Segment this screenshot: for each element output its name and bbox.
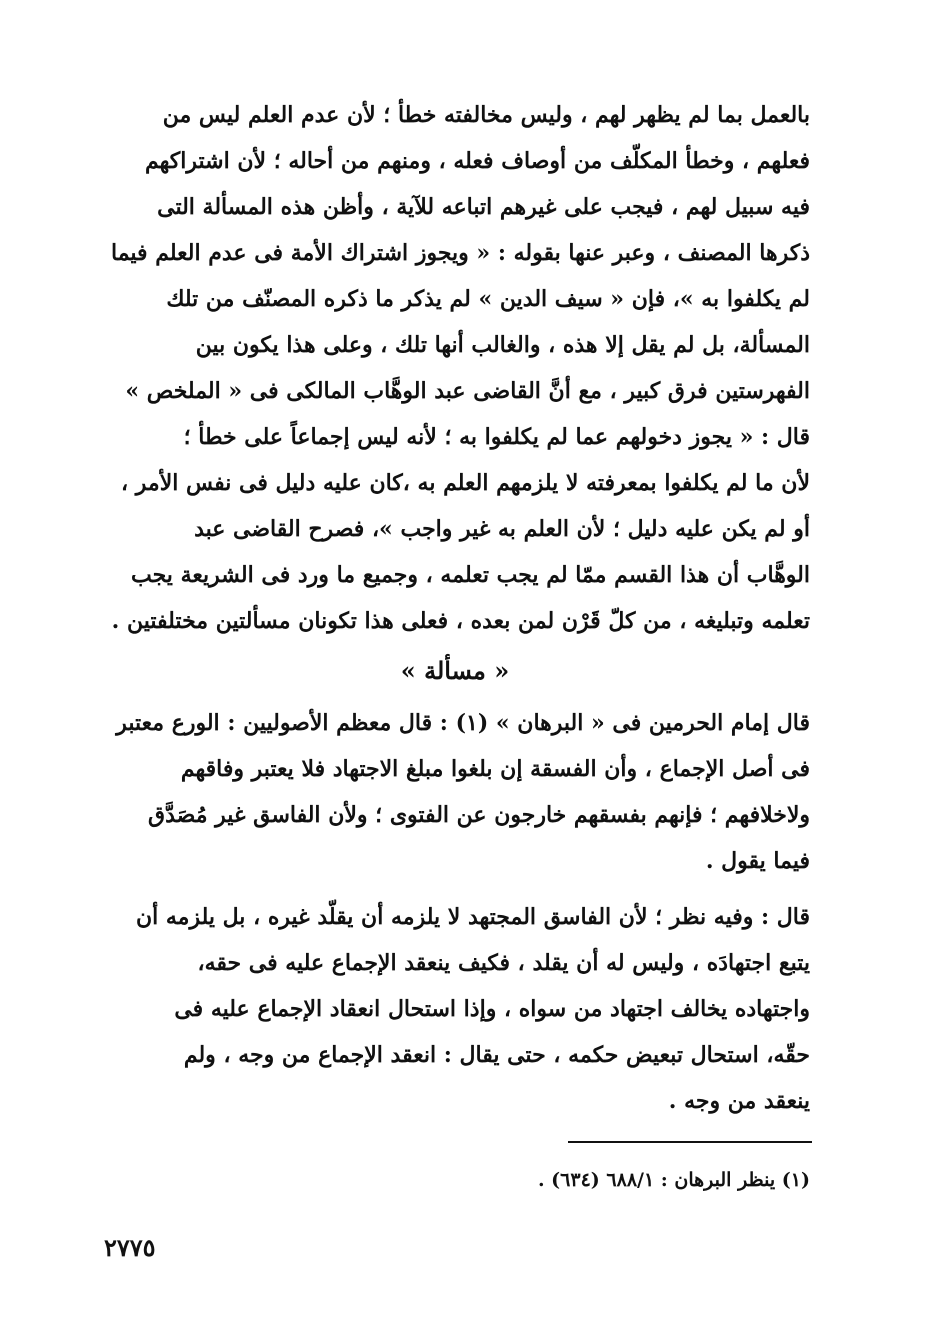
text-line: حقّه، استحال تبعيض حكمه ، حتى يقال : انعقد الإجماع من وجه ، ولم	[183, 1042, 810, 1068]
text-line: قال : وفيه نظر ؛ لأن الفاسق المجتهد لا يلزمه أن يقلّد غيره ، بل يلزمه أن	[135, 904, 810, 930]
text-line: قال : « يجوز دخولهم عما لم يكلفوا به ؛ لأنه ليس إجماعاً على خطأ ؛	[183, 424, 810, 450]
text-line: فيه سبيل لهم ، فيجب على غيرهم اتباعه للآية ، وأظن هذه المسألة التى	[157, 194, 810, 220]
paragraph-3	[100, 894, 810, 1124]
text-line: الوهَّاب أن هذا القسم ممّا لم يجب تعلمه ، وجميع ما ورد فى الشريعة يجب	[131, 562, 810, 588]
text-line: قال إمام الحرمين فى « البرهان » (١) : قال معظم الأصوليين : الورع معتبر	[116, 710, 810, 736]
footnote-divider	[568, 1141, 812, 1143]
text-line: ينعقد من وجه .	[668, 1088, 810, 1114]
text-line: لأن ما لم يكلفوا بمعرفته لا يلزمهم العلم به ،كان عليه دليل فى نفس الأمر ،	[121, 470, 810, 496]
text-line: الفهرستين فرق كبير ، مع أنَّ القاضى عبد الوهَّاب المالكى فى « الملخص »	[125, 378, 810, 404]
paragraph-1	[100, 92, 810, 644]
section-heading: « مسألة »	[400, 656, 510, 685]
footnote: (١) ينظر البرهان : ٦٨٨/١ (٦٣٤) .	[537, 1169, 810, 1191]
page-number: ٢٧٧٥	[104, 1233, 156, 1262]
text-line: بالعمل بما لم يظهر لهم ، وليس مخالفته خطأ ؛ لأن عدم العلم ليس من	[162, 102, 810, 128]
text-line: تعلمه وتبليغه ، من كلّ قَرْن لمن بعده ، فعلى هذا تكونان مسألتين مختلفتين .	[111, 608, 810, 634]
text-line: فى أصل الإجماع ، وأن الفسقة إن بلغوا مبلغ الاجتهاد فلا يعتبر وفاقهم	[180, 756, 810, 782]
paragraph-2	[100, 700, 810, 884]
text-line: ذكرها المصنف ، وعبر عنها بقوله : « ويجوز اشتراك الأمة فى عدم العلم فيما	[110, 240, 810, 266]
text-line: أو لم يكن عليه دليل ؛ لأن العلم به غير واجب »، فصرح القاضى عبد	[194, 516, 810, 542]
text-line: يتبع اجتهادَه ، وليس له أن يقلد ، فكيف ينعقد الإجماع عليه فى حقه،	[197, 950, 810, 976]
text-line: فيما يقول .	[705, 848, 810, 874]
text-line: المسألة، بل لم يقل إلا هذه ، والغالب أنها تلك ، وعلى هذا يكون بين	[195, 332, 810, 358]
text-line: ولاخلافهم ؛ فإنهم بفسقهم خارجون عن الفتوى ؛ ولأن الفاسق غير مُصَدَّق	[148, 802, 810, 828]
text-line: واجتهاده يخالف اجتهاد من سواه ، وإذا استحال انعقاد الإجماع عليه فى	[174, 996, 810, 1022]
text-line: فعلهم ، وخطأ المكلّف من أوصاف فعله ، ومنهم من أحاله ؛ لأن اشتراكهم	[144, 148, 810, 174]
text-line: لم يكلفوا به »، فإن « سيف الدين » لم يذكر ما ذكره المصنّف من تلك	[166, 286, 810, 312]
